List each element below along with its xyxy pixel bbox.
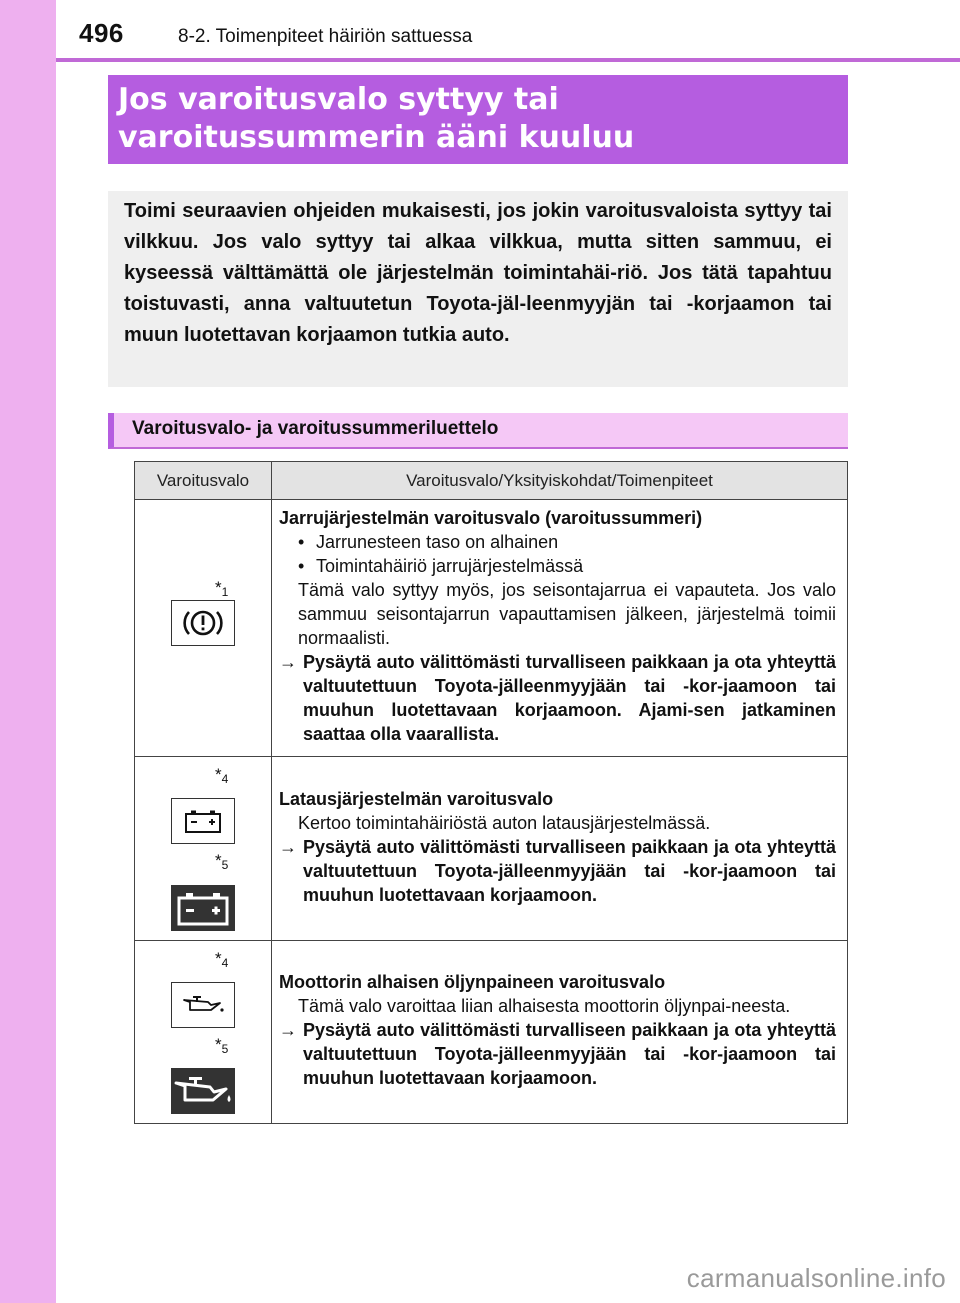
section-label: 8-2. Toimenpiteet häiriön sattuessa (178, 26, 473, 47)
icon-cell (135, 500, 272, 757)
entry-detail: Kertoo toimintahäiriöstä auton latausjärjestelmässä. (298, 812, 711, 833)
entry-action (279, 835, 836, 907)
entry-title: Moottorin alhaisen öljynpaineen varoitusvalo (279, 972, 666, 992)
page-number: 496 (79, 18, 124, 48)
battery-icon (171, 798, 235, 844)
arrow-icon: → (279, 1020, 297, 1040)
footnote-marker: $*_1$ (215, 578, 229, 599)
page-title (108, 75, 848, 164)
details-cell (272, 757, 848, 941)
brake-warning-icon (171, 600, 235, 646)
header-details: Varoitusvalo/Yksityiskohdat/Toimenpiteet (272, 462, 848, 500)
intro-paragraph: Toimi seuraavien ohjeiden mukaisesti, jos jokin varoitusvaloista syttyy tai vilkkuu. Jos valo syttyy tai alkaa vilkkua, mutta sitten sammuu, ei kyseessä välttämättä ole järjestelmän toimintahäi-riö. Jos tätä tapahtuu toistuvasti, anna valtuutetun Toyota-jäl-leenmyyjän tai -korjaamon tai muun luotettavan korjaamon tutkia auto. (108, 191, 848, 387)
oil-can-icon (171, 1068, 235, 1114)
table-row (135, 757, 848, 941)
arrow-icon: → (279, 836, 297, 857)
footnote-marker: $*_5$ (215, 851, 229, 872)
action-text: Pysäytä auto välittömästi turvalliseen paikkaan ja ota yhteyttä valtuutettuun Toyota-jälleenmyyjään tai -kor-jaamoon tai muuhun luotettavaan korjaamoon. (303, 836, 836, 905)
table-row (135, 941, 848, 1124)
list-item: • Jarrunesteen taso on alhainen (298, 530, 836, 554)
entry-detail: Tämä valo syttyy myös, jos seisontajarrua ei vapauteta. Jos valo sammuu seisontajarrun vapauttamisen jälkeen, järjestelmä toimii normaalisti. (298, 580, 836, 648)
footnote-marker: $*_4$ (215, 949, 229, 970)
list-item: • Toimintahäiriö jarrujärjestelmässä (298, 554, 836, 578)
icon-cell (135, 757, 272, 941)
table-header-row (135, 462, 848, 500)
bullet-list (279, 530, 836, 578)
arrow-icon: → (279, 652, 297, 672)
action-text: Pysäytä auto välittömästi turvalliseen paikkaan ja ota yhteyttä valtuutettuun Toyota-jälleenmyyjään tai -kor-jaamoon tai muuhun luotettavaan korjaamoon. (303, 1020, 836, 1088)
entry-title: Latausjärjestelmän varoitusvalo (279, 788, 554, 809)
entry-action (279, 650, 836, 746)
warning-light-table (134, 461, 848, 1124)
oil-can-icon (171, 982, 235, 1028)
details-cell (272, 941, 848, 1124)
watermark: carmanualsonline.info (686, 1263, 946, 1293)
entry-title: Jarrujärjestelmän varoitusvalo (varoitussummeri) (279, 508, 703, 528)
entry-detail: Tämä valo varoittaa liian alhaisesta moottorin öljynpai-neesta. (298, 996, 791, 1016)
action-text: Pysäytä auto välittömästi turvalliseen paikkaan ja ota yhteyttä valtuutettuun Toyota-jälleenmyyjään tai -kor-jaamoon tai muuhun luotettavaan korjaamoon. Ajami-sen jatkaminen saattaa olla vaarallista. (303, 652, 836, 744)
details-cell (272, 500, 848, 757)
footnote-marker: $*_5$ (215, 1035, 229, 1056)
footnote-marker: $*_4$ (215, 765, 229, 786)
page-title-line-1: Jos varoitusvalo syttyy tai (118, 82, 559, 117)
header-warning-light: Varoitusvalo (135, 462, 272, 500)
battery-icon (171, 885, 235, 931)
entry-action (279, 1018, 836, 1090)
subheading: Varoitusvalo- ja varoitussummeriluettelo (108, 413, 848, 449)
page-title-line-2: varoitussummerin ääni kuuluu (118, 120, 635, 155)
table-row (135, 500, 848, 757)
side-color-strip (0, 0, 56, 1303)
icon-cell (135, 941, 272, 1124)
header-rule (56, 58, 960, 62)
